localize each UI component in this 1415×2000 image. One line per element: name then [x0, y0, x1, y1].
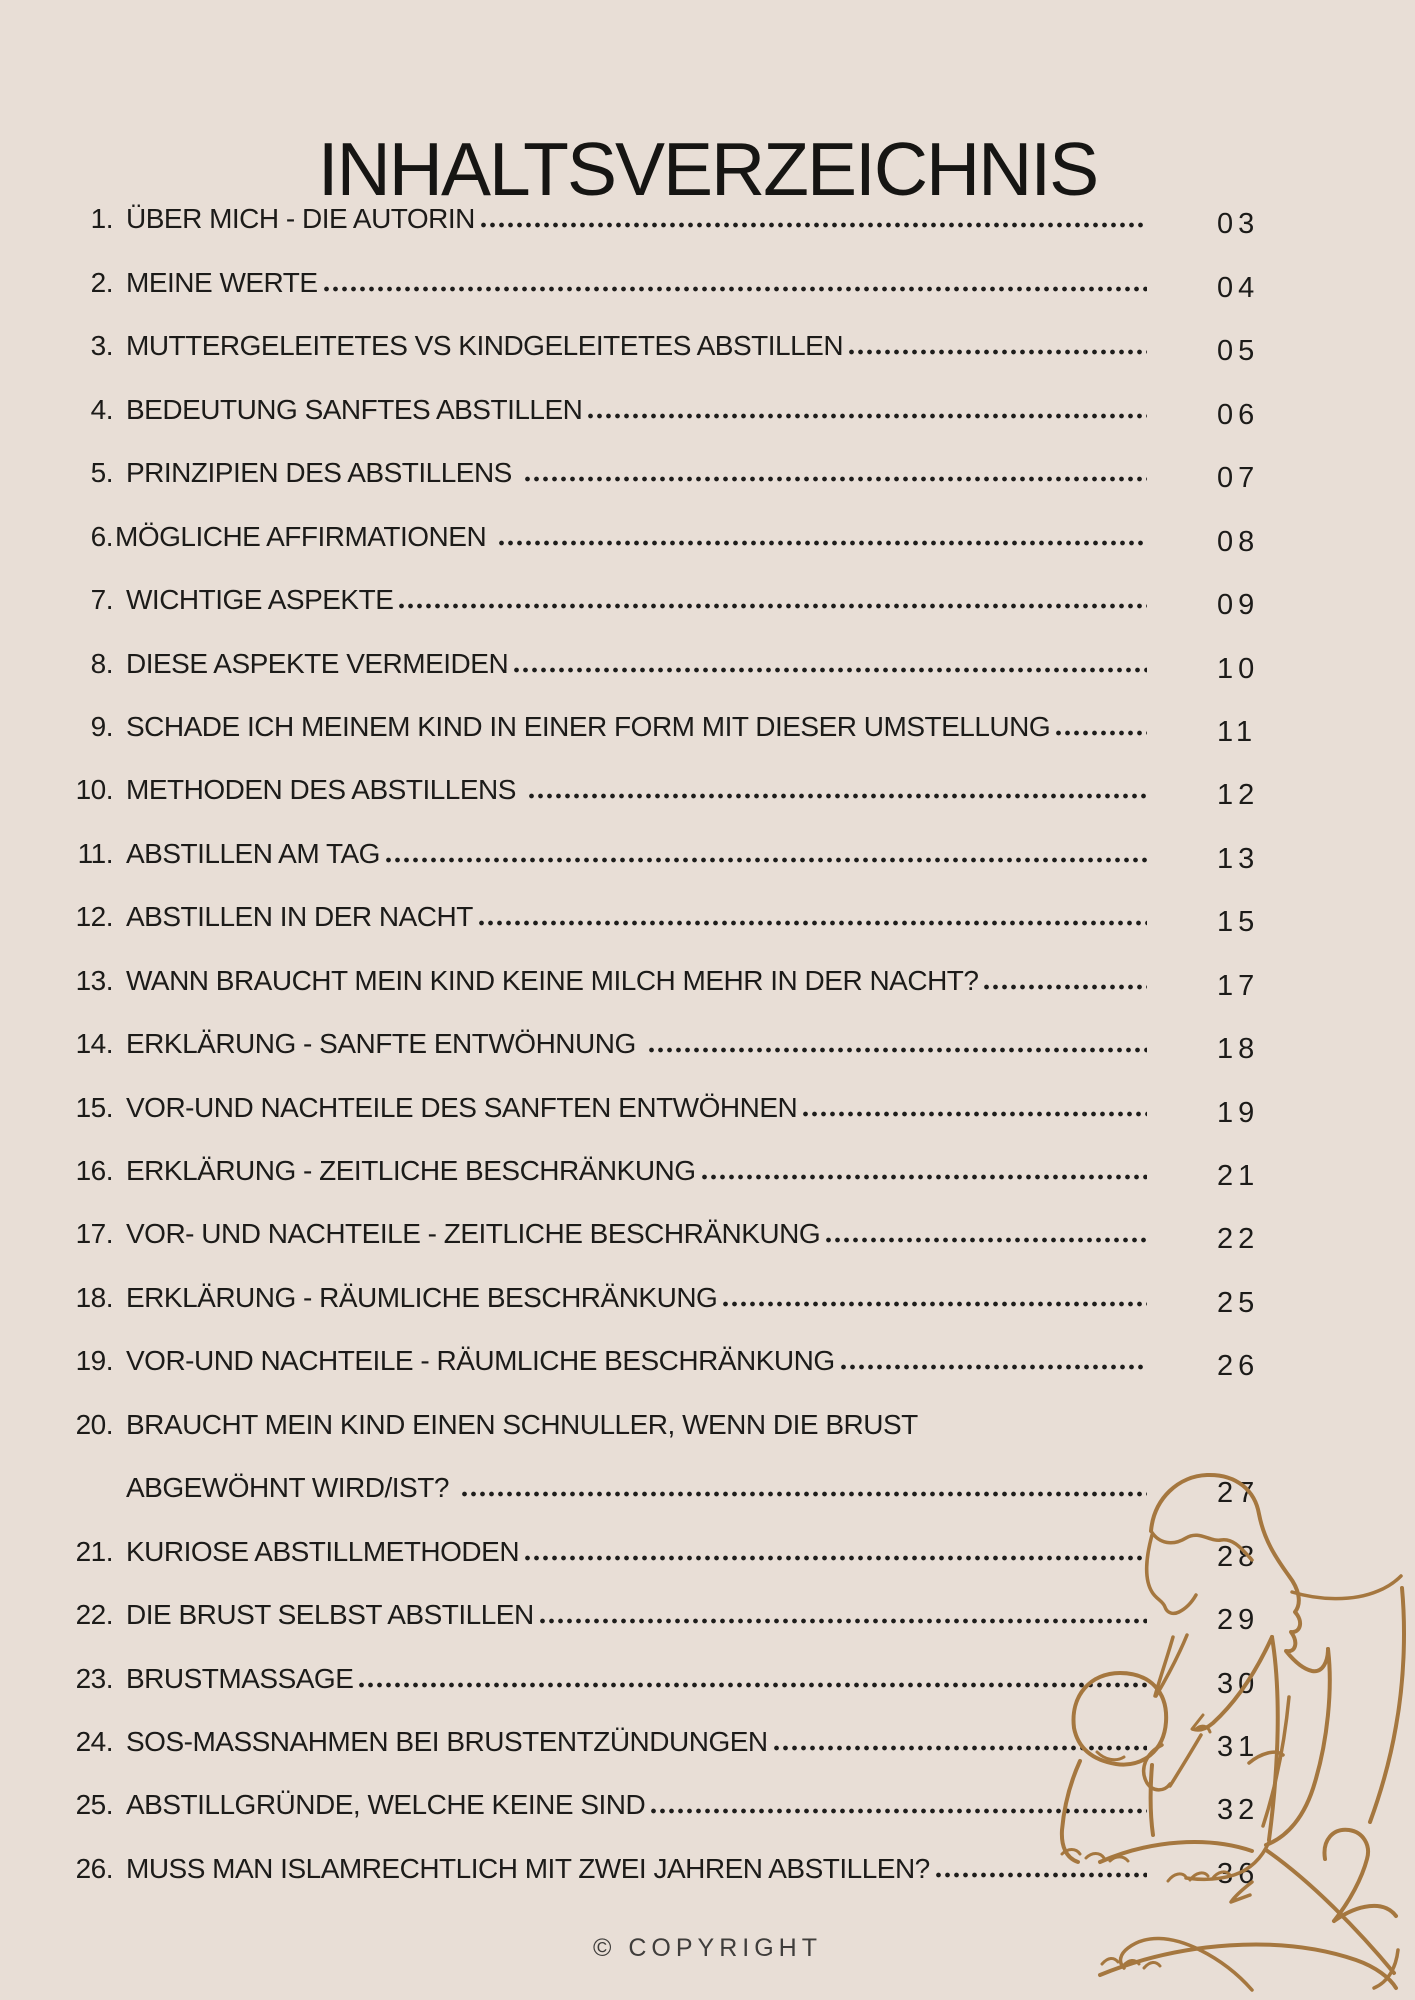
toc-item-label: ABGEWÖHNT WIRD/IST?	[126, 1472, 457, 1504]
toc-page-number: 04	[1217, 271, 1260, 304]
toc-item-label: DIESE ASPEKTE VERMEIDEN	[126, 647, 509, 679]
toc-row	[0, 868, 1415, 939]
toc-item-number: 21.	[75, 1535, 113, 1567]
toc-page-number: 29	[1217, 1604, 1260, 1637]
toc-item-number: 25.	[75, 1789, 113, 1821]
toc-item-number: 22.	[75, 1599, 113, 1631]
toc-item-number: 5.	[90, 457, 113, 489]
copyright-text: © COPYRIGHT	[593, 1934, 822, 1962]
toc-page-number: 25	[1217, 1286, 1260, 1319]
toc-item-label: ABSTILLEN AM TAG	[126, 837, 380, 869]
toc-item-number: 13.	[75, 964, 113, 996]
toc-row	[0, 1058, 1415, 1129]
toc-item-number: 24.	[75, 1725, 113, 1757]
toc-dotted-leader	[1056, 730, 1147, 736]
toc-dotted-leader	[723, 1301, 1147, 1307]
toc-item-number: 15.	[75, 1091, 113, 1123]
toc-page-number: 09	[1217, 589, 1260, 622]
toc-item-number: 23.	[75, 1662, 113, 1694]
toc-page-number: 13	[1217, 842, 1260, 875]
toc-row	[0, 487, 1415, 558]
toc-item-label: BEDEUTUNG SANFTES ABSTILLEN	[126, 393, 583, 425]
toc-page-number: 32	[1217, 1794, 1260, 1827]
toc-page-number: 27	[1217, 1477, 1260, 1510]
toc-row	[0, 170, 1415, 241]
toc-row	[0, 741, 1415, 812]
toc-dotted-leader	[481, 222, 1147, 228]
toc-item-label: SCHADE ICH MEINEM KIND IN EINER FORM MIT DIESER UMSTELLUNG	[126, 710, 1051, 742]
toc-page-number: 05	[1217, 335, 1260, 368]
toc-item-label: BRUSTMASSAGE	[126, 1662, 354, 1694]
toc-row	[0, 233, 1415, 304]
toc-page-number: 19	[1217, 1096, 1260, 1129]
toc-item-number: 10.	[75, 774, 113, 806]
toc-page-number: 11	[1217, 715, 1258, 748]
toc-dotted-leader	[529, 793, 1147, 799]
toc-item-number: 3.	[90, 330, 113, 362]
toc-page-number: 12	[1217, 779, 1260, 812]
toc-item-label: WANN BRAUCHT MEIN KIND KEINE MILCH MEHR IN DER NACHT?	[126, 964, 979, 996]
toc-row	[0, 360, 1415, 431]
mother-breastfeeding-illustration	[1040, 1430, 1415, 2000]
toc-item-number: 18.	[75, 1281, 113, 1313]
toc-item-number: 16.	[75, 1155, 113, 1186]
toc-dotted-leader	[649, 1047, 1147, 1053]
toc-page-number: 22	[1217, 1223, 1260, 1256]
toc-page-number: 10	[1217, 652, 1260, 685]
toc-page-number: 31	[1217, 1730, 1260, 1763]
toc-row	[0, 931, 1415, 1002]
toc-item-label: BRAUCHT MEIN KIND EINEN SCHNULLER, WENN DIE BRUST	[126, 1408, 918, 1440]
toc-page-number: 06	[1217, 398, 1260, 431]
toc-item-number: 20.	[75, 1408, 113, 1440]
toc-item-label: ERKLÄRUNG - RÄUMLICHE BESCHRÄNKUNG	[126, 1281, 718, 1313]
toc-item-number: 8.	[90, 647, 113, 679]
toc-item-label: VOR-UND NACHTEILE DES SANFTEN ENTWÖHNEN	[126, 1091, 798, 1123]
toc-dotted-leader	[324, 286, 1147, 292]
toc-page-number: 21	[1217, 1160, 1260, 1192]
toc-page-number: 26	[1217, 1350, 1260, 1383]
toc-dotted-leader	[826, 1237, 1147, 1243]
toc-dotted-leader	[984, 984, 1147, 990]
toc-item-label: VOR-UND NACHTEILE - RÄUMLICHE BESCHRÄNKUNG	[126, 1345, 835, 1377]
toc-item-label: MUSS MAN ISLAMRECHTLICH MIT ZWEI JAHREN ABSTILLEN?	[126, 1852, 930, 1884]
toc-dotted-leader	[514, 667, 1147, 673]
toc-item-label: MUTTERGELEITETES VS KINDGELEITETES ABSTILLEN	[126, 330, 844, 362]
toc-dotted-leader	[386, 857, 1147, 863]
toc-item-label: SOS-MASSNAHMEN BEI BRUSTENTZÜNDUNGEN	[126, 1725, 768, 1757]
toc-item-label: WICHTIGE ASPEKTE	[126, 584, 394, 616]
toc-row	[0, 1122, 1415, 1192]
toc-item-number: 9.	[90, 710, 113, 742]
toc-item-number: 17.	[75, 1218, 113, 1250]
toc-dotted-leader	[359, 1682, 1147, 1688]
toc-row	[0, 1312, 1415, 1383]
toc-item-label: DIE BRUST SELBST ABSTILLEN	[126, 1599, 534, 1631]
toc-item-number: 11.	[77, 837, 113, 869]
toc-dotted-leader	[399, 603, 1147, 609]
toc-item-number: 1.	[90, 203, 113, 235]
toc-row	[0, 297, 1415, 368]
toc-dotted-leader	[499, 540, 1147, 546]
toc-dotted-leader	[479, 920, 1147, 926]
toc-dotted-leader	[841, 1364, 1147, 1370]
toc-item-number: 7.	[90, 584, 113, 616]
toc-item-number: 2.	[90, 266, 113, 298]
toc-item-label: VOR- UND NACHTEILE - ZEITLICHE BESCHRÄNKUNG	[126, 1218, 821, 1250]
toc-item-label: KURIOSE ABSTILLMETHODEN	[126, 1535, 520, 1567]
toc-page-number: 07	[1217, 462, 1260, 495]
toc-item-label: METHODEN DES ABSTILLENS	[126, 774, 524, 806]
toc-item-number: 19.	[75, 1345, 113, 1377]
toc-row	[0, 1248, 1415, 1319]
page-title: INHALTSVERZEICHNIS	[317, 127, 1098, 212]
toc-row	[0, 1185, 1415, 1256]
toc-item-label: PRINZIPIEN DES ABSTILLENS	[126, 457, 520, 489]
toc-page-number: 18	[1217, 1033, 1260, 1066]
toc-row	[0, 614, 1415, 685]
toc-dotted-leader	[702, 1174, 1147, 1180]
toc-page-number: 30	[1217, 1667, 1260, 1700]
toc-item-number: 26.	[75, 1852, 113, 1884]
toc-dotted-leader	[803, 1111, 1147, 1117]
toc-item-label: ABSTILLGRÜNDE, WELCHE KEINE SIND	[126, 1789, 646, 1821]
toc-page-number: 36	[1217, 1857, 1260, 1890]
toc-row	[0, 551, 1415, 622]
toc-item-number: 12.	[75, 901, 113, 933]
toc-item-label: MÖGLICHE AFFIRMATIONEN	[115, 520, 494, 552]
toc-row	[0, 995, 1415, 1066]
toc-dotted-leader	[588, 413, 1147, 419]
toc-dotted-leader	[525, 476, 1147, 482]
toc-row	[0, 804, 1415, 875]
toc-page-number: 28	[1217, 1540, 1260, 1573]
illustration-strokes	[1062, 1475, 1404, 1990]
toc-item-label: ERKLÄRUNG - ZEITLICHE BESCHRÄNKUNG	[126, 1155, 696, 1186]
toc-row	[0, 678, 1415, 748]
toc-page-number: 17	[1217, 969, 1260, 1002]
toc-page-number: 15	[1217, 906, 1260, 939]
toc-item-label: MEINE WERTE	[126, 266, 318, 298]
toc-item-label: ERKLÄRUNG - SANFTE ENTWÖHNUNG	[126, 1028, 644, 1060]
toc-page-number: 03	[1217, 208, 1260, 241]
toc-row	[0, 424, 1415, 495]
toc-item-label: ÜBER MICH - DIE AUTORIN	[126, 203, 475, 235]
toc-item-label: ABSTILLEN IN DER NACHT	[126, 901, 473, 933]
toc-item-number: 6.	[90, 520, 113, 552]
toc-page-number: 08	[1217, 525, 1260, 558]
toc-dotted-leader	[849, 349, 1147, 355]
toc-item-number: 4.	[90, 393, 113, 425]
toc-item-number: 14.	[75, 1028, 113, 1060]
